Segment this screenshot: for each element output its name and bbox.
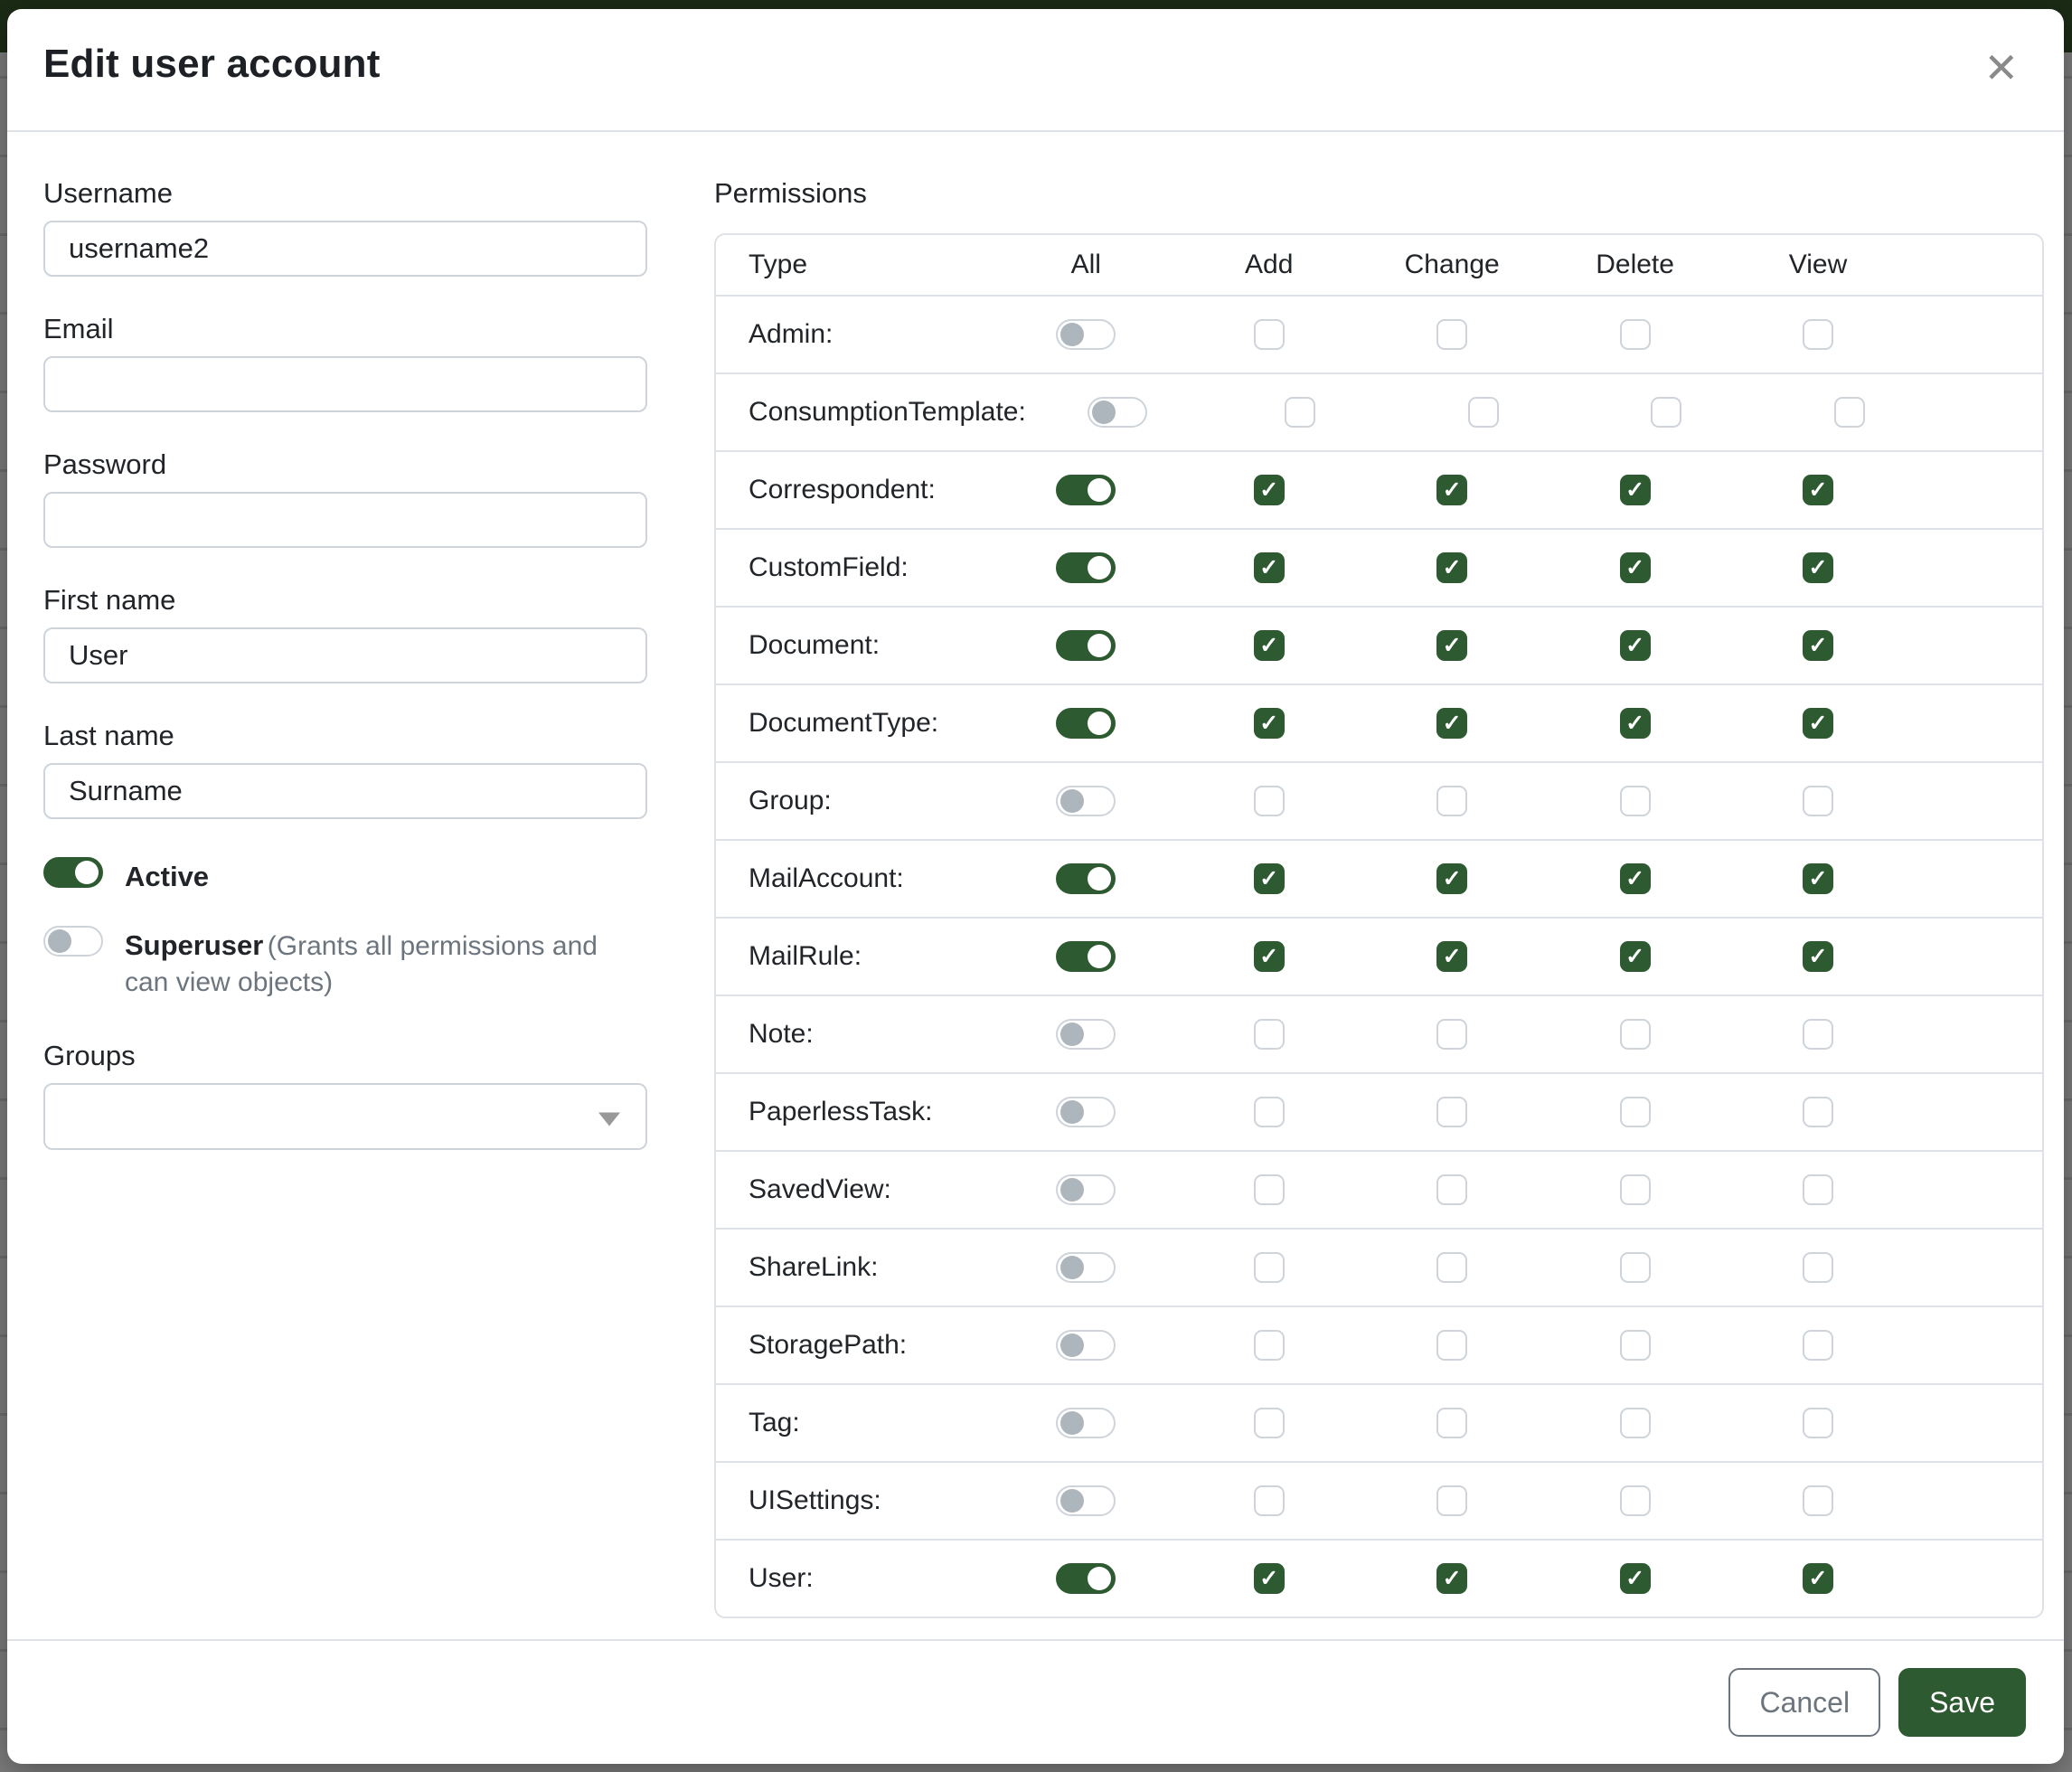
permission-add-checkbox[interactable] <box>1254 863 1285 894</box>
permission-all-toggle[interactable] <box>1056 630 1116 661</box>
permissions-table <box>714 233 2044 1618</box>
permission-type-label: DocumentType: <box>749 708 939 738</box>
permission-all-toggle[interactable] <box>1056 1174 1116 1205</box>
permission-type-label: Tag: <box>749 1408 800 1437</box>
permission-change-checkbox[interactable] <box>1436 475 1467 505</box>
permission-delete-checkbox[interactable] <box>1620 941 1651 972</box>
toggle-knob <box>1060 789 1084 813</box>
permission-change-checkbox[interactable] <box>1436 708 1467 739</box>
toggle-knob <box>75 861 99 884</box>
dialog-title: Edit user account <box>43 42 381 86</box>
permission-all-toggle[interactable] <box>1088 397 1147 428</box>
permission-view-checkbox[interactable] <box>1803 319 1833 350</box>
first-name-group <box>43 584 647 683</box>
permission-type-label: StoragePath: <box>749 1330 908 1360</box>
superuser-label: Superuser <box>125 929 264 962</box>
dialog-footer <box>7 1639 2064 1764</box>
permission-delete-checkbox[interactable] <box>1620 1330 1651 1361</box>
toggle-knob <box>1060 1411 1084 1435</box>
permission-delete-checkbox[interactable] <box>1620 552 1651 583</box>
active-row <box>43 855 647 899</box>
permission-delete-checkbox[interactable] <box>1620 863 1651 894</box>
email-field[interactable] <box>43 356 647 412</box>
permission-add-checkbox[interactable] <box>1254 1330 1285 1361</box>
permission-view-checkbox[interactable] <box>1803 552 1833 583</box>
permission-all-toggle[interactable] <box>1056 1097 1116 1127</box>
permission-add-checkbox[interactable] <box>1254 1408 1285 1438</box>
permission-delete-checkbox[interactable] <box>1620 1563 1651 1594</box>
permission-all-toggle[interactable] <box>1056 1408 1116 1438</box>
cancel-button[interactable]: Cancel <box>1728 1668 1880 1737</box>
permission-row <box>716 761 2042 839</box>
last-name-label: Last name <box>43 720 174 751</box>
permission-type-label: Correspondent: <box>749 475 936 504</box>
permission-type-label: PaperlessTask: <box>749 1097 933 1126</box>
toggle-knob <box>1060 323 1084 346</box>
permissions-column-header: Change <box>1404 250 1500 279</box>
active-toggle[interactable] <box>43 857 103 888</box>
permissions-column-header: All <box>1070 250 1101 279</box>
dialog-header <box>7 9 2064 132</box>
permission-type-label: User: <box>749 1563 814 1593</box>
permission-type-label: UISettings: <box>749 1485 881 1515</box>
permission-row <box>716 1383 2042 1461</box>
permission-delete-checkbox[interactable] <box>1620 786 1651 816</box>
email-group <box>43 313 647 412</box>
permission-all-toggle[interactable] <box>1056 319 1116 350</box>
permission-all-toggle[interactable] <box>1056 1019 1116 1050</box>
permission-change-checkbox[interactable] <box>1436 786 1467 816</box>
chevron-down-icon <box>598 1113 620 1126</box>
groups-select[interactable] <box>43 1083 647 1150</box>
last-name-group <box>43 720 647 819</box>
permission-view-checkbox[interactable] <box>1803 1408 1833 1438</box>
edit-user-dialog <box>7 9 2064 1764</box>
toggle-knob <box>1088 945 1111 968</box>
save-button[interactable]: Save <box>1898 1668 2026 1737</box>
permission-type-label: Document: <box>749 630 881 660</box>
permission-change-checkbox[interactable] <box>1436 319 1467 350</box>
permissions-column-header: View <box>1788 250 1848 279</box>
permission-row <box>716 1305 2042 1383</box>
permission-type-label: Note: <box>749 1019 814 1049</box>
superuser-hint-text: (Grants all permissions and can view objects) <box>125 931 598 998</box>
toggle-knob <box>1060 1100 1084 1124</box>
permission-all-toggle[interactable] <box>1056 941 1116 972</box>
permission-row <box>716 1461 2042 1539</box>
groups-label: Groups <box>43 1040 136 1072</box>
toggle-knob <box>1088 556 1111 580</box>
groups-group <box>43 1040 647 1150</box>
toggle-knob <box>48 929 71 953</box>
permissions-table-header <box>716 235 2042 295</box>
permission-type-label: Admin: <box>749 319 834 349</box>
toggle-knob <box>1088 867 1111 891</box>
permission-change-checkbox[interactable] <box>1436 1252 1467 1283</box>
permission-all-toggle[interactable] <box>1056 552 1116 583</box>
permission-delete-checkbox[interactable] <box>1620 708 1651 739</box>
email-label: Email <box>43 313 114 344</box>
permission-all-toggle[interactable] <box>1056 708 1116 739</box>
permission-view-checkbox[interactable] <box>1803 630 1833 661</box>
permission-change-checkbox[interactable] <box>1436 1174 1467 1205</box>
permission-add-checkbox[interactable] <box>1254 475 1285 505</box>
permissions-label: Permissions <box>714 177 867 209</box>
permission-view-checkbox[interactable] <box>1803 1097 1833 1127</box>
permissions-column-header: Add <box>1245 250 1294 279</box>
permission-view-checkbox[interactable] <box>1803 1252 1833 1283</box>
permission-view-checkbox[interactable] <box>1803 1563 1833 1594</box>
permission-all-toggle[interactable] <box>1056 475 1116 505</box>
permission-add-checkbox[interactable] <box>1254 630 1285 661</box>
permission-row <box>716 683 2042 761</box>
permission-view-checkbox[interactable] <box>1803 1330 1833 1361</box>
toggle-knob <box>1060 1334 1084 1357</box>
permission-add-checkbox[interactable] <box>1285 397 1315 428</box>
permission-all-toggle[interactable] <box>1056 1330 1116 1361</box>
permission-row <box>716 917 2042 994</box>
permissions-column-header: Delete <box>1596 250 1674 279</box>
permission-change-checkbox[interactable] <box>1436 630 1467 661</box>
close-icon[interactable]: ✕ <box>1974 43 2028 92</box>
toggle-knob <box>1088 1567 1111 1590</box>
permission-change-checkbox[interactable] <box>1436 1330 1467 1361</box>
permission-row <box>716 528 2042 606</box>
permission-delete-checkbox[interactable] <box>1620 1174 1651 1205</box>
last-name-field[interactable] <box>43 763 647 819</box>
toggle-knob <box>1060 1023 1084 1046</box>
permission-change-checkbox[interactable] <box>1436 1563 1467 1594</box>
toggle-knob <box>1088 478 1111 502</box>
permission-delete-checkbox[interactable] <box>1620 1097 1651 1127</box>
permission-view-checkbox[interactable] <box>1803 863 1833 894</box>
permission-change-checkbox[interactable] <box>1436 1408 1467 1438</box>
permission-view-checkbox[interactable] <box>1803 1174 1833 1205</box>
toggle-knob <box>1088 712 1111 735</box>
permission-delete-checkbox[interactable] <box>1620 475 1651 505</box>
username-group <box>43 177 647 277</box>
permission-view-checkbox[interactable] <box>1803 941 1833 972</box>
toggle-knob <box>1088 634 1111 657</box>
permission-all-toggle[interactable] <box>1056 1252 1116 1283</box>
permission-change-checkbox[interactable] <box>1436 941 1467 972</box>
permission-row <box>716 1150 2042 1228</box>
permission-view-checkbox[interactable] <box>1803 786 1833 816</box>
permission-view-checkbox[interactable] <box>1803 1485 1833 1516</box>
toggle-knob <box>1092 401 1116 424</box>
permission-change-checkbox[interactable] <box>1436 1485 1467 1516</box>
permission-change-checkbox[interactable] <box>1436 552 1467 583</box>
first-name-label: First name <box>43 584 176 616</box>
permission-type-label: SavedView: <box>749 1174 891 1204</box>
active-label: Active <box>125 861 210 892</box>
permission-change-checkbox[interactable] <box>1436 1019 1467 1050</box>
permission-view-checkbox[interactable] <box>1803 1019 1833 1050</box>
password-label: Password <box>43 448 167 480</box>
permission-type-label: ShareLink: <box>749 1252 879 1282</box>
permission-add-checkbox[interactable] <box>1254 1174 1285 1205</box>
permission-all-toggle[interactable] <box>1056 863 1116 894</box>
permission-add-checkbox[interactable] <box>1254 1097 1285 1127</box>
permission-row <box>716 1539 2042 1616</box>
permission-row <box>716 450 2042 528</box>
permission-change-checkbox[interactable] <box>1436 1097 1467 1127</box>
permission-all-toggle[interactable] <box>1056 1485 1116 1516</box>
permission-all-toggle[interactable] <box>1056 786 1116 816</box>
username-label: Username <box>43 177 173 209</box>
superuser-row <box>43 924 647 998</box>
permission-add-checkbox[interactable] <box>1254 1563 1285 1594</box>
permission-type-label: CustomField: <box>749 552 909 582</box>
password-group <box>43 448 647 548</box>
permission-add-checkbox[interactable] <box>1254 941 1285 972</box>
permission-type-label: MailRule: <box>749 941 862 971</box>
permission-add-checkbox[interactable] <box>1254 1485 1285 1516</box>
permission-type-label: MailAccount: <box>749 863 904 893</box>
permission-add-checkbox[interactable] <box>1254 708 1285 739</box>
permission-row <box>716 994 2042 1072</box>
permissions-section <box>714 177 2044 1639</box>
permission-row <box>716 839 2042 917</box>
permission-row <box>716 295 2042 372</box>
permission-all-toggle[interactable] <box>1056 1563 1116 1594</box>
permission-add-checkbox[interactable] <box>1254 1019 1285 1050</box>
permission-delete-checkbox[interactable] <box>1620 319 1651 350</box>
permission-row <box>716 1072 2042 1150</box>
password-field[interactable] <box>43 492 647 548</box>
permission-delete-checkbox[interactable] <box>1620 1485 1651 1516</box>
toggle-knob <box>1060 1256 1084 1279</box>
permission-view-checkbox[interactable] <box>1803 708 1833 739</box>
permission-type-label: Group: <box>749 786 832 815</box>
permission-delete-checkbox[interactable] <box>1651 397 1681 428</box>
permissions-table-body <box>716 295 2042 1616</box>
permission-row <box>716 606 2042 683</box>
toggle-knob <box>1060 1489 1084 1513</box>
permission-row <box>716 1228 2042 1305</box>
permission-delete-checkbox[interactable] <box>1620 630 1651 661</box>
permission-delete-checkbox[interactable] <box>1620 1252 1651 1283</box>
first-name-field[interactable] <box>43 627 647 683</box>
username-field[interactable] <box>43 221 647 277</box>
permission-view-checkbox[interactable] <box>1834 397 1865 428</box>
permission-delete-checkbox[interactable] <box>1620 1019 1651 1050</box>
permission-view-checkbox[interactable] <box>1803 475 1833 505</box>
permission-add-checkbox[interactable] <box>1254 552 1285 583</box>
permission-row <box>716 372 2042 450</box>
permission-add-checkbox[interactable] <box>1254 319 1285 350</box>
permission-add-checkbox[interactable] <box>1254 786 1285 816</box>
permission-change-checkbox[interactable] <box>1436 863 1467 894</box>
permission-add-checkbox[interactable] <box>1254 1252 1285 1283</box>
user-form <box>36 177 647 1639</box>
superuser-toggle[interactable] <box>43 926 103 957</box>
toggle-knob <box>1060 1178 1084 1202</box>
permissions-column-header: Type <box>749 250 808 279</box>
dialog-body <box>7 132 2064 1639</box>
permission-change-checkbox[interactable] <box>1468 397 1499 428</box>
permission-type-label: ConsumptionTemplate: <box>749 397 1026 427</box>
permission-delete-checkbox[interactable] <box>1620 1408 1651 1438</box>
